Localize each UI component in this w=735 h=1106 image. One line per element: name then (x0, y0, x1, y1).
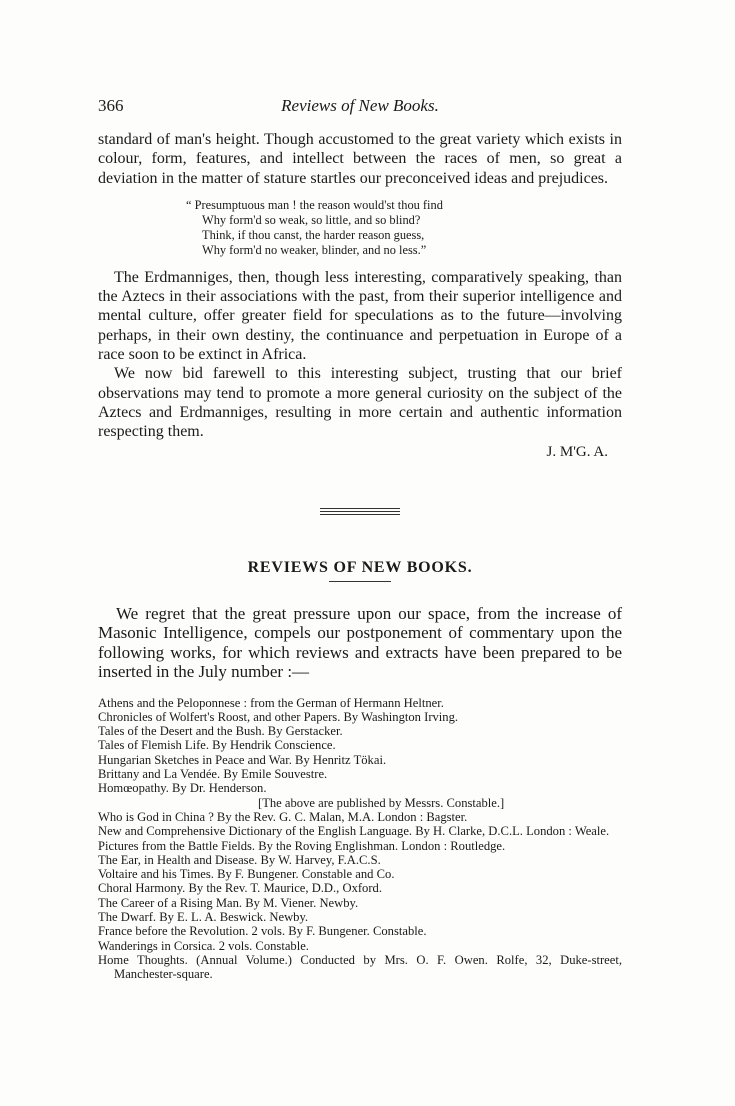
section-divider (320, 508, 400, 515)
page-number: 366 (98, 96, 124, 115)
list-item: France before the Revolution. 2 vols. By F. Bungener. Constable. (98, 924, 427, 939)
list-item: Pictures from the Battle Fields. By the Roving Englishman. London : Routledge. (98, 838, 506, 853)
list-item: Chronicles of Wolfert's Roost, and other Papers. By Washington Irving. (98, 709, 459, 724)
page-body (98, 130, 622, 982)
title-underline (329, 581, 391, 582)
publisher-note: [The above are published by Messrs. Constable.] (258, 795, 505, 810)
list-item: Brittany and La Vendée. By Emile Souvestre. (98, 767, 328, 782)
article-paragraph: We now bid farewell to this interesting subject, trusting that our brief observations may tend to promote a more general curiosity on the subject of the Aztecs and Erdmanniges, resulting in more certain and authentic information respecting them. (98, 365, 622, 441)
page-header (98, 96, 622, 120)
book-list (98, 696, 622, 982)
list-item: Voltaire and his Times. By F. Bungener. Constable and Co. (98, 867, 395, 882)
article-paragraph: standard of man's height. Though accustomed to the great variety which exists in colour, form, features, and intellect between the races of men, so great a deviation in the matter of stature startles our preconceived ideas and prejudices. (98, 131, 622, 187)
verse-line: Why form'd no weaker, blinder, and no less.” (202, 242, 427, 257)
verse-quotation (186, 198, 622, 258)
reviews-notice: We regret that the great pressure upon our space, from the increase of Masonic Intelligence, compels our postponement of commentary upon the following works, for which reviews and extracts have been prepared to be inserted in the July number :— (98, 603, 622, 682)
list-item: Choral Harmony. By the Rev. T. Maurice, D.D., Oxford. (98, 881, 382, 896)
verse-line: Why form'd so weak, so little, and so blind? (202, 212, 421, 227)
section-title: REVIEWS OF NEW BOOKS. (247, 558, 473, 576)
list-item: Tales of Flemish Life. By Hendrik Conscience. (98, 738, 336, 753)
list-item: Hungarian Sketches in Peace and War. By Henritz Tökai. (98, 752, 387, 767)
list-item: New and Comprehensive Dictionary of the English Language. By H. Clarke, D.C.L. London : Weale. (98, 824, 610, 839)
list-item: Wanderings in Corsica. 2 vols. Constable. (98, 938, 309, 953)
list-item: Homœopathy. By Dr. Henderson. (98, 781, 267, 796)
verse-line: Think, if thou canst, the harder reason guess, (202, 227, 425, 242)
verse-line: “ Presumptuous man ! the reason would'st thou find (186, 197, 443, 212)
list-item: The Career of a Rising Man. By M. Viener. Newby. (98, 895, 359, 910)
running-title: Reviews of New Books. (281, 96, 439, 115)
list-item: Athens and the Peloponnese : from the German of Hermann Heltner. (98, 695, 444, 710)
list-item: The Ear, in Health and Disease. By W. Harvey, F.A.C.S. (98, 852, 381, 867)
list-item: Who is God in China ? By the Rev. G. C. Malan, M.A. London : Bagster. (98, 809, 468, 824)
author-signature: J. M'G. A. (546, 443, 608, 460)
list-item: Tales of the Desert and the Bush. By Gerstacker. (98, 724, 343, 739)
list-item: The Dwarf. By E. L. A. Beswick. Newby. (98, 910, 309, 925)
article-paragraph: The Erdmanniges, then, though less interesting, comparatively speaking, than the Aztecs in their associations with the past, from their superior intelligence and mental culture, offer greater field for speculations as to the future—involving perhaps, in their own destiny, the continuance and perpetuation in Europe of a race soon to be extinct in Africa. (98, 268, 622, 364)
list-item: Home Thoughts. (Annual Volume.) Conducted by Mrs. O. F. Owen. Rolfe, 32, Duke-street, Manchester-square. (98, 952, 622, 982)
